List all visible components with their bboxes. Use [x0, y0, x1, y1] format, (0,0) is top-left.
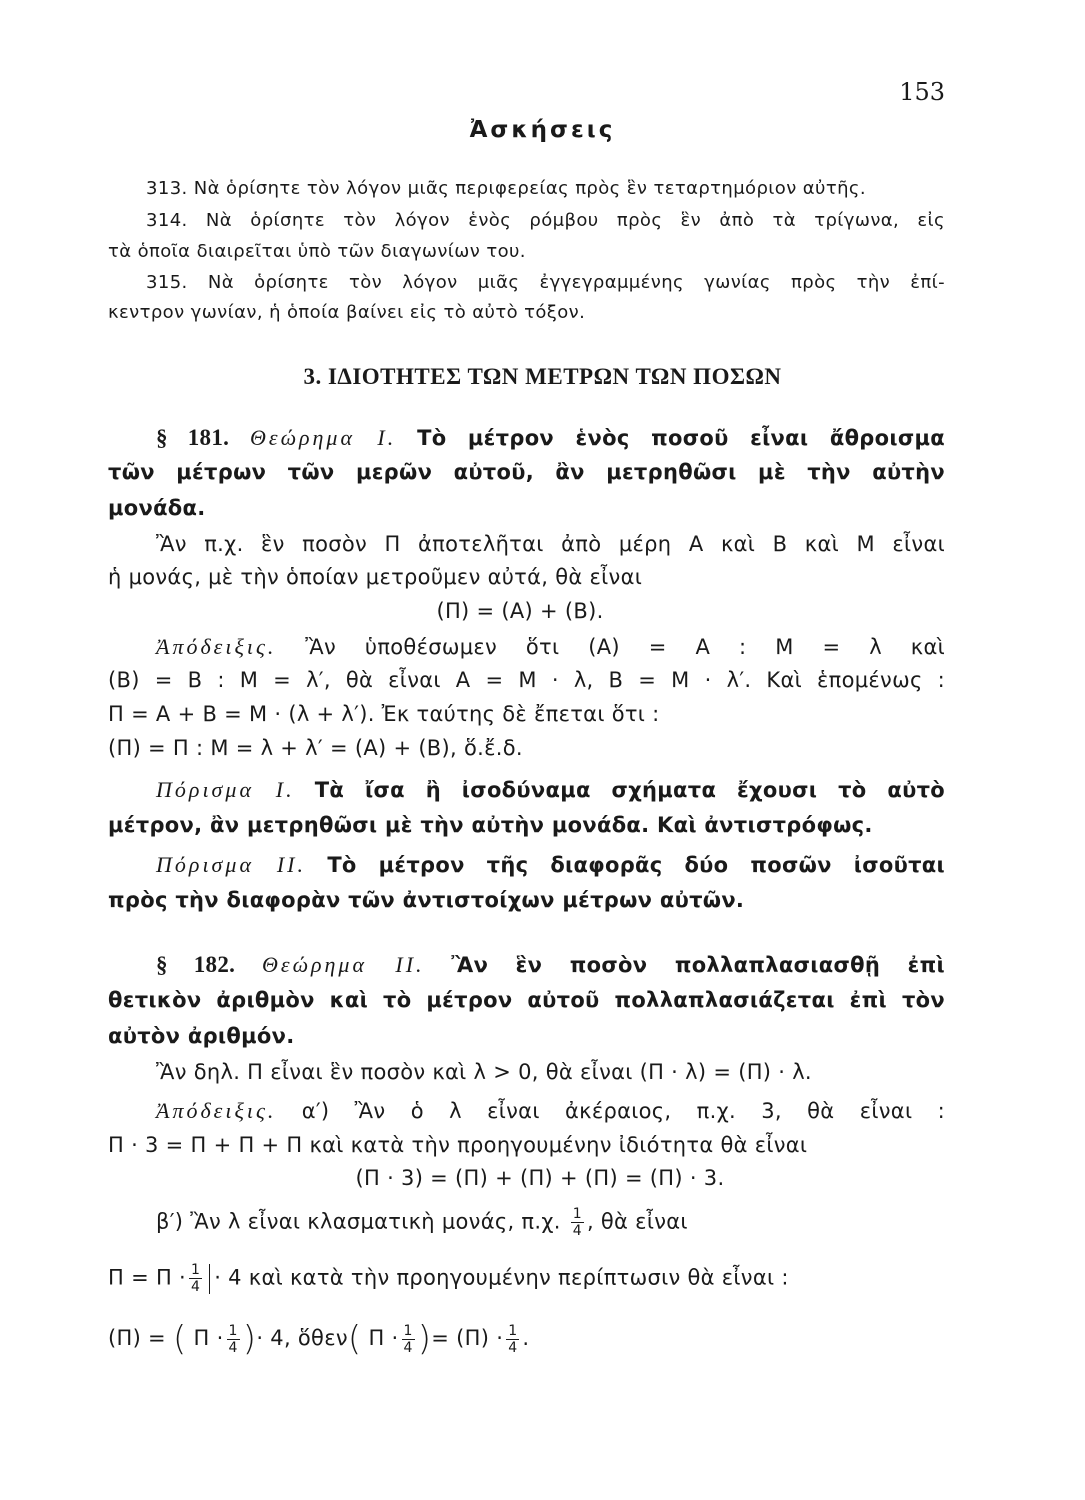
- proof-181-line2: (Β) = Β : Μ = λ′, θὰ εἶναι Α = Μ · λ, Β = Μ · λ′. Καὶ ἑπομένως :: [108, 668, 945, 692]
- fraction-one-quarter: $\frac{1}{4}$: [508, 1322, 518, 1356]
- corollary-text: Τὰ ἴσα ἢ ἰσοδύναμα σχήματα ἔχουσι τὸ αὐτὸ: [314, 778, 945, 802]
- corollary-text: Τὸ μέτρον τῆς διαφορᾶς δύο ποσῶν ἰσοῦται: [327, 853, 945, 877]
- proof-text: α′) Ἂν ὁ λ εἶναι ἀκέραιος, π.χ. 3, θὰ εἶναι :: [301, 1099, 945, 1123]
- exercise-315-line2: κεντρον γωνίαν, ἡ ὁποία βαίνει εἰς τὸ αὐτὸ τόξον.: [108, 302, 586, 323]
- proof-181-line4: (Π) = Π : Μ = λ + λ′ = (Α) + (Β), ὅ.ἔ.δ.: [108, 736, 523, 760]
- fraction-one-quarter: $\frac{1}{4}$: [228, 1322, 238, 1356]
- exercises-title: Ἀσκήσεις: [469, 117, 616, 143]
- corollary-label: Πόρισμα Ι.: [156, 777, 295, 802]
- proof-181-line1: [156, 634, 945, 660]
- corollary-1-line2: μέτρον, ἂν μετρηθῶσι μὲ τὴν αὐτὴν μονάδα. Καὶ ἀντιστρόφως.: [108, 813, 873, 837]
- proof-182-line2: Π · 3 = Π + Π + Π καὶ κατὰ τὴν προηγουμένην ἰδιότητα θὰ εἶναι: [108, 1133, 808, 1157]
- fraction-one-quarter: $\frac{1}{4}$: [191, 1262, 201, 1295]
- corollary-label: Πόρισμα ΙΙ.: [156, 852, 306, 877]
- example-182: Ἂν δηλ. Π εἶναι ἓν ποσὸν καὶ λ > 0, θὰ εἶναι (Π · λ) = (Π) · λ.: [156, 1060, 812, 1084]
- theorem-181-line2: τῶν μέτρων τῶν μερῶν αὐτοῦ, ἂν μετρηθῶσι μὲ τὴν αὐτὴν: [108, 460, 945, 484]
- page-number: 153: [899, 78, 945, 106]
- theorem-label: Θεώρημα Ι.: [250, 425, 397, 450]
- proof-text: Ἂν ὑποθέσωμεν ὅτι (Α) = Α : Μ = λ καὶ: [305, 635, 945, 659]
- exercise-315-line1: 315. Νὰ ὁρίσητε τὸν λόγον μιᾶς ἐγγεγραμμένης γωνίας πρὸς τὴν ἐπί-: [146, 272, 945, 293]
- case-b-line: β′) Ἂν λ εἶναι κλασματικὴ μονάς, π.χ. $\frac{1}{4}$ , θὰ εἶναι: [156, 1206, 688, 1239]
- case-b-equation-line: Π = Π · $\frac{1}{4}$ · 4 καὶ κατὰ τὴν προηγουμένην περίπτωσιν θὰ εἶναι :: [108, 1262, 789, 1295]
- theorem-statement: Ἂν ἓν ποσὸν πολλαπλασιασθῇ ἐπὶ: [451, 953, 945, 977]
- proof-182-line1: [156, 1098, 945, 1124]
- fraction-one-quarter: $\frac{1}{4}$: [572, 1206, 582, 1239]
- theorem-181-line3: μονάδα.: [108, 496, 206, 520]
- theorem-182-line2: θετικὸν ἀριθμὸν καὶ τὸ μέτρον αὐτοῦ πολλαπλασιάζεται ἐπὶ τὸν: [108, 988, 945, 1012]
- proof-181-line3: Π = Α + Β = Μ · (λ + λ′). Ἐκ ταύτης δὲ ἔπεται ὅτι :: [108, 702, 660, 726]
- proof-label: Ἀπόδειξις.: [156, 1098, 277, 1123]
- corollary-2-line2: πρὸς τὴν διαφορὰν τῶν ἀντιστοίχων μέτρων αὐτῶν.: [108, 888, 745, 912]
- proof-label: Ἀπόδειξις.: [156, 634, 277, 659]
- theorem-label: Θεώρημα ΙΙ.: [262, 952, 425, 977]
- theorem-statement: Τὸ μέτρον ἑνὸς ποσοῦ εἶναι ἄθροισμα: [417, 426, 945, 450]
- exercise-314-line2: τὰ ὁποῖα διαιρεῖται ὑπὸ τῶν διαγωνίων του.: [108, 241, 526, 262]
- section-number: § 182.: [156, 952, 236, 977]
- final-equation: (Π) = ( Π · $\frac{1}{4}$ )· 4, ὅθεν( Π · $\frac{1}{4}$ )= (Π) · $\frac{1}{4}$ .: [108, 1319, 530, 1359]
- theorem-181-line1: [156, 425, 945, 451]
- section-number: § 181.: [156, 425, 230, 450]
- example-line1: Ἂν π.χ. ἓν ποσὸν Π ἀποτελῆται ἀπὸ μέρη Α καὶ Β καὶ Μ εἶναι: [156, 532, 945, 556]
- theorem-182-line3: αὐτὸν ἀριθμόν.: [108, 1024, 295, 1048]
- fraction-one-quarter: $\frac{1}{4}$: [403, 1322, 413, 1356]
- equation-2: (Π · 3) = (Π) + (Π) + (Π) = (Π) · 3.: [355, 1166, 725, 1190]
- exercise-314-line1: 314. Νὰ ὁρίσητε τὸν λόγον ἑνὸς ρόμβου πρὸς ἓν ἀπὸ τὰ τρίγωνα, εἰς: [146, 210, 945, 231]
- exercise-313: 313. Νὰ ὁρίσητε τὸν λόγον μιᾶς περιφερείας πρὸς ἓν τεταρτημόριον αὐτῆς.: [146, 178, 866, 199]
- theorem-182-line1: [156, 952, 945, 978]
- corollary-1-line1: [156, 777, 945, 803]
- section-title: 3. ΙΔΙΟΤΗΤΕΣ ΤΩΝ ΜΕΤΡΩΝ ΤΩΝ ΠΟΣΩΝ: [303, 364, 782, 389]
- equation-1: (Π) = (Α) + (Β).: [436, 599, 604, 623]
- corollary-2-line1: [156, 852, 945, 878]
- example-line2: ἡ μονάς, μὲ τὴν ὁποίαν μετροῦμεν αὐτά, θὰ εἶναι: [108, 565, 643, 589]
